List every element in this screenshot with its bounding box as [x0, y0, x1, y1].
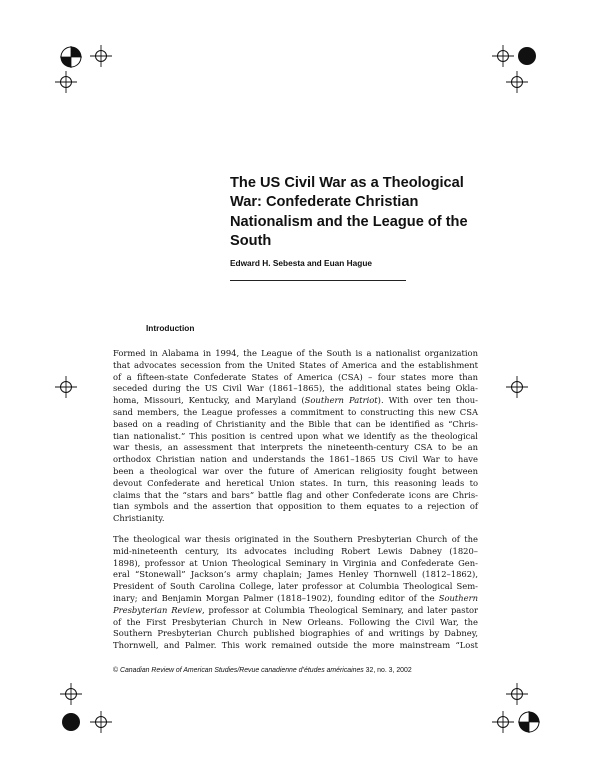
- text-line: that advocates secession from the United States of America and the establishment: [113, 359, 478, 370]
- text-line: claims that the “stars and bars” battle flag and other Confederate icons are Chris-: [113, 489, 478, 500]
- section-heading: Introduction: [146, 323, 195, 333]
- italic-title: Presbyterian Review: [113, 604, 202, 615]
- text-line: tian symbols and the assertion that opposition to them equates to a rejection of: [113, 501, 478, 512]
- text-line: sand members, the League professes a commitment to constructing this new CSA: [113, 406, 478, 417]
- title-rule: [230, 280, 406, 281]
- text-line: orthodox Christian nation and understands the 1861–1865 US Civil War to have: [113, 454, 478, 465]
- registration-solid-dot-icon: [60, 711, 82, 733]
- text-line: [113, 395, 478, 407]
- text-line: of a fifteen-state Confederate States of America (CSA) – four states more than: [113, 371, 478, 382]
- title-line: War: Confederate Christian: [230, 194, 419, 211]
- registration-crosshair-icon: [60, 683, 82, 705]
- text-line: [113, 605, 478, 617]
- text-line: based on a reading of Christianity and the Bible that can be identified as “Chris-: [113, 418, 478, 429]
- text-segment: homa, Missouri, Kentucky, and Maryland (: [113, 395, 305, 406]
- text-line: been a theological war over the future of American religiosity fought between: [113, 465, 478, 476]
- registration-crosshair-icon: [506, 376, 528, 398]
- italic-title: Southern: [438, 592, 478, 603]
- registration-crosshair-icon: [55, 71, 77, 93]
- text-line: devout Confederate and heretical Union states. In turn, this reasoning leads to: [113, 477, 478, 488]
- registration-crosshair-icon: [492, 711, 514, 733]
- text-line: eral “Stonewall” Jackson’s army chaplain; James Henley Thornwell (1812–1862),: [113, 569, 478, 580]
- copyright-symbol: ©: [113, 667, 119, 674]
- text-line: Christianity.: [113, 513, 165, 524]
- text-segment: inary; and Benjamin Morgan Palmer (1818–1902), founding editor of the: [113, 592, 439, 603]
- title-block: [230, 174, 490, 268]
- title-line: Nationalism and the League of the: [230, 213, 468, 230]
- text-line: Formed in Alabama in 1994, the League of the South is a nationalist organization: [113, 348, 478, 358]
- registration-crosshair-icon: [492, 45, 514, 67]
- text-line: Thornwell, and Palmer. This work remained outside the more mainstream “Lost: [113, 640, 478, 651]
- journal-issue: 32, no. 3, 2002: [365, 667, 412, 674]
- registration-crosshair-icon: [506, 71, 528, 93]
- title-line: The US Civil War as a Theological: [230, 175, 464, 191]
- text-line: of the First Presbyterian Church in New Orleans. Following the Civil War, the: [113, 616, 478, 627]
- text-line: mid-nineteenth century, its advocates including Robert Lewis Dabney (1820–: [113, 545, 478, 556]
- text-line: 1898), professor at Union Theological Seminary in Virginia and Confederate Gen-: [113, 557, 478, 568]
- text-segment: , professor at Columbia Theological Seminary, and later pastor: [202, 604, 479, 615]
- paragraph-intro: [113, 348, 478, 525]
- registration-crosshair-icon: [90, 45, 112, 67]
- registration-crosshair-icon: [55, 376, 77, 398]
- text-line: seceded during the US Civil War (1861–1865), the additional states being Okla-: [113, 383, 478, 394]
- text-line: [113, 593, 478, 605]
- text-line: Southern Presbyterian Church published biographies of and writings by Dabney,: [113, 628, 478, 639]
- article-title: [230, 174, 490, 252]
- registration-solid-dot-icon: [516, 45, 538, 67]
- italic-title: Southern Patriot: [304, 395, 378, 406]
- article-authors: Edward H. Sebesta and Euan Hague: [230, 257, 373, 268]
- text-line: war thesis, an assessment that interprets the nineteenth-century CSA to be an: [113, 442, 478, 453]
- text-line: The theological war thesis originated in the Southern Presbyterian Church of the: [113, 534, 478, 544]
- registration-quarter-target-icon: [518, 711, 540, 733]
- registration-crosshair-icon: [90, 711, 112, 733]
- title-line: South: [230, 233, 272, 250]
- journal-footer: [113, 667, 412, 674]
- registration-quarter-target-icon: [60, 46, 82, 68]
- text-segment: ). With over ten thou-: [377, 395, 479, 406]
- text-line: President of South Carolina College, later professor at Columbia Theological Sem-: [113, 581, 478, 592]
- registration-crosshair-icon: [506, 683, 528, 705]
- paragraph-theological-war: [113, 534, 478, 652]
- journal-name: Canadian Review of American Studies/Revue canadienne d’études américaines: [120, 667, 364, 674]
- text-line: tian nationalist.” This position is centred upon what we identify as the theological: [113, 430, 478, 441]
